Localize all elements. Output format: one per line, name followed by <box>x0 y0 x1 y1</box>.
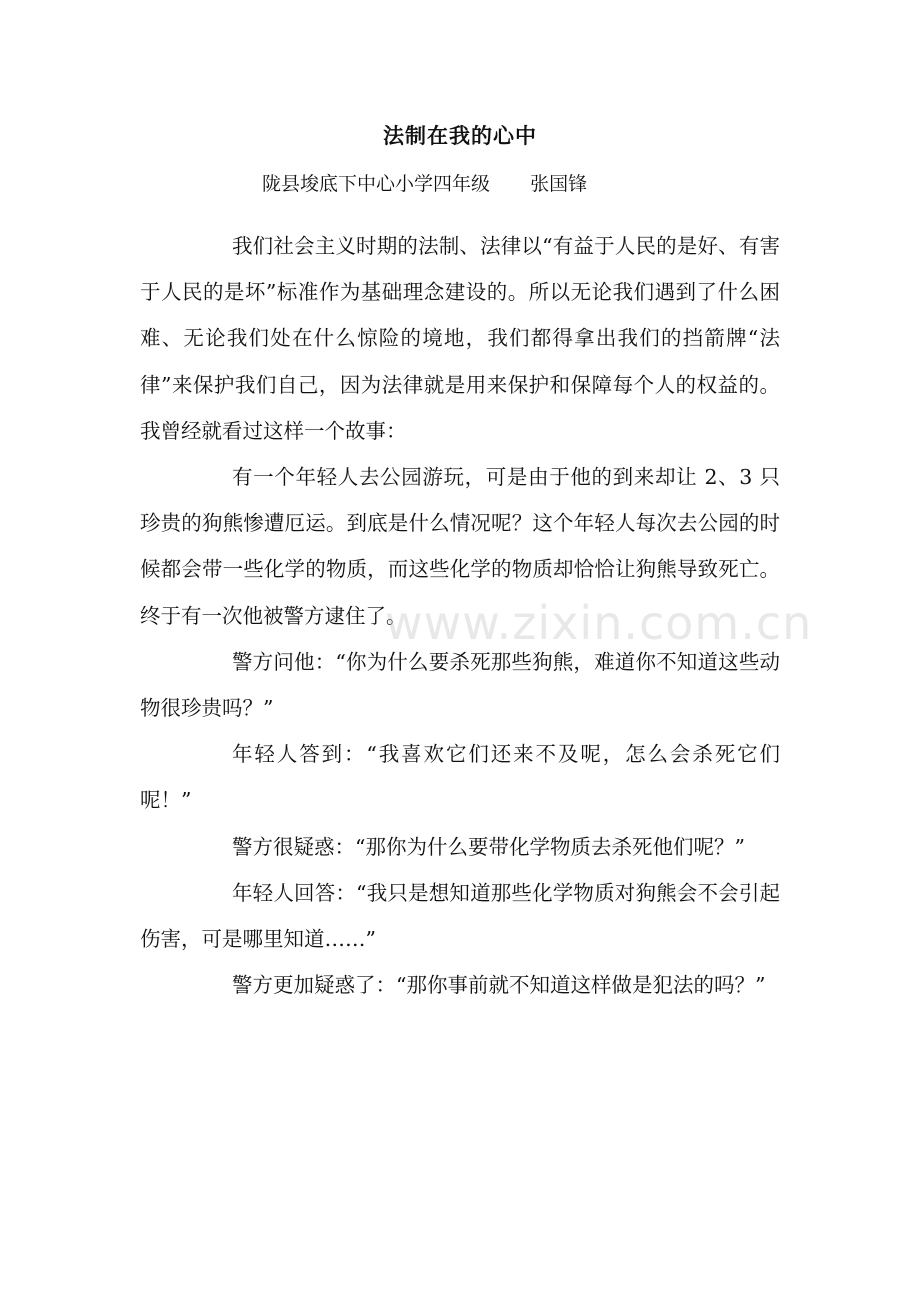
document-title: 法制在我的心中 <box>383 124 537 148</box>
paragraph: 有一个年轻人去公园游玩，可是由于他的到来却让 2、3 只珍贵的狗熊惨遭厄运。到底是什么情况呢？这个年轻人每次去公园的时候都会带一些化学的物质，而这些化学的物质却恰恰让狗熊导致死亡。终于有一次他被警方逮住了。 <box>140 465 780 628</box>
paragraph: 我们社会主义时期的法制、法律以“有益于人民的是好、有害于人民的是坏”标准作为基础理念建设的。所以无论我们遇到了什么困难、无论我们处在什么惊险的境地，我们都得拿出我们的挡箭牌“法律”来保护我们自己，因为法律就是用来保护和保障每个人的权益的。 我曾经就看过这样一个故事： <box>140 234 780 443</box>
document-body <box>140 223 780 1008</box>
paragraph: 警方更加疑惑了：“那你事前就不知道这样做是犯法的吗？” <box>232 973 766 998</box>
paragraph: 年轻人答到：“我喜欢它们还来不及呢，怎么会杀死它们呢！” <box>140 742 780 813</box>
author-name: 张国锋 <box>530 173 588 195</box>
author-line <box>262 169 587 196</box>
paragraph: 警方很疑惑：“那你为什么要带化学物质去杀死他们呢？” <box>232 834 745 859</box>
paragraph: 警方问他：“你为什么要杀死那些狗熊，难道你不知道这些动物很珍贵吗？” <box>140 649 780 721</box>
paragraph: 年轻人回答：“我只是想知道那些化学物质对狗熊会不会引起伤害，可是哪里知道……” <box>140 880 780 952</box>
author-school: 陇县埈底下中心小学四年级 <box>262 173 491 195</box>
watermark: www.zixin.com.cn <box>385 596 813 650</box>
